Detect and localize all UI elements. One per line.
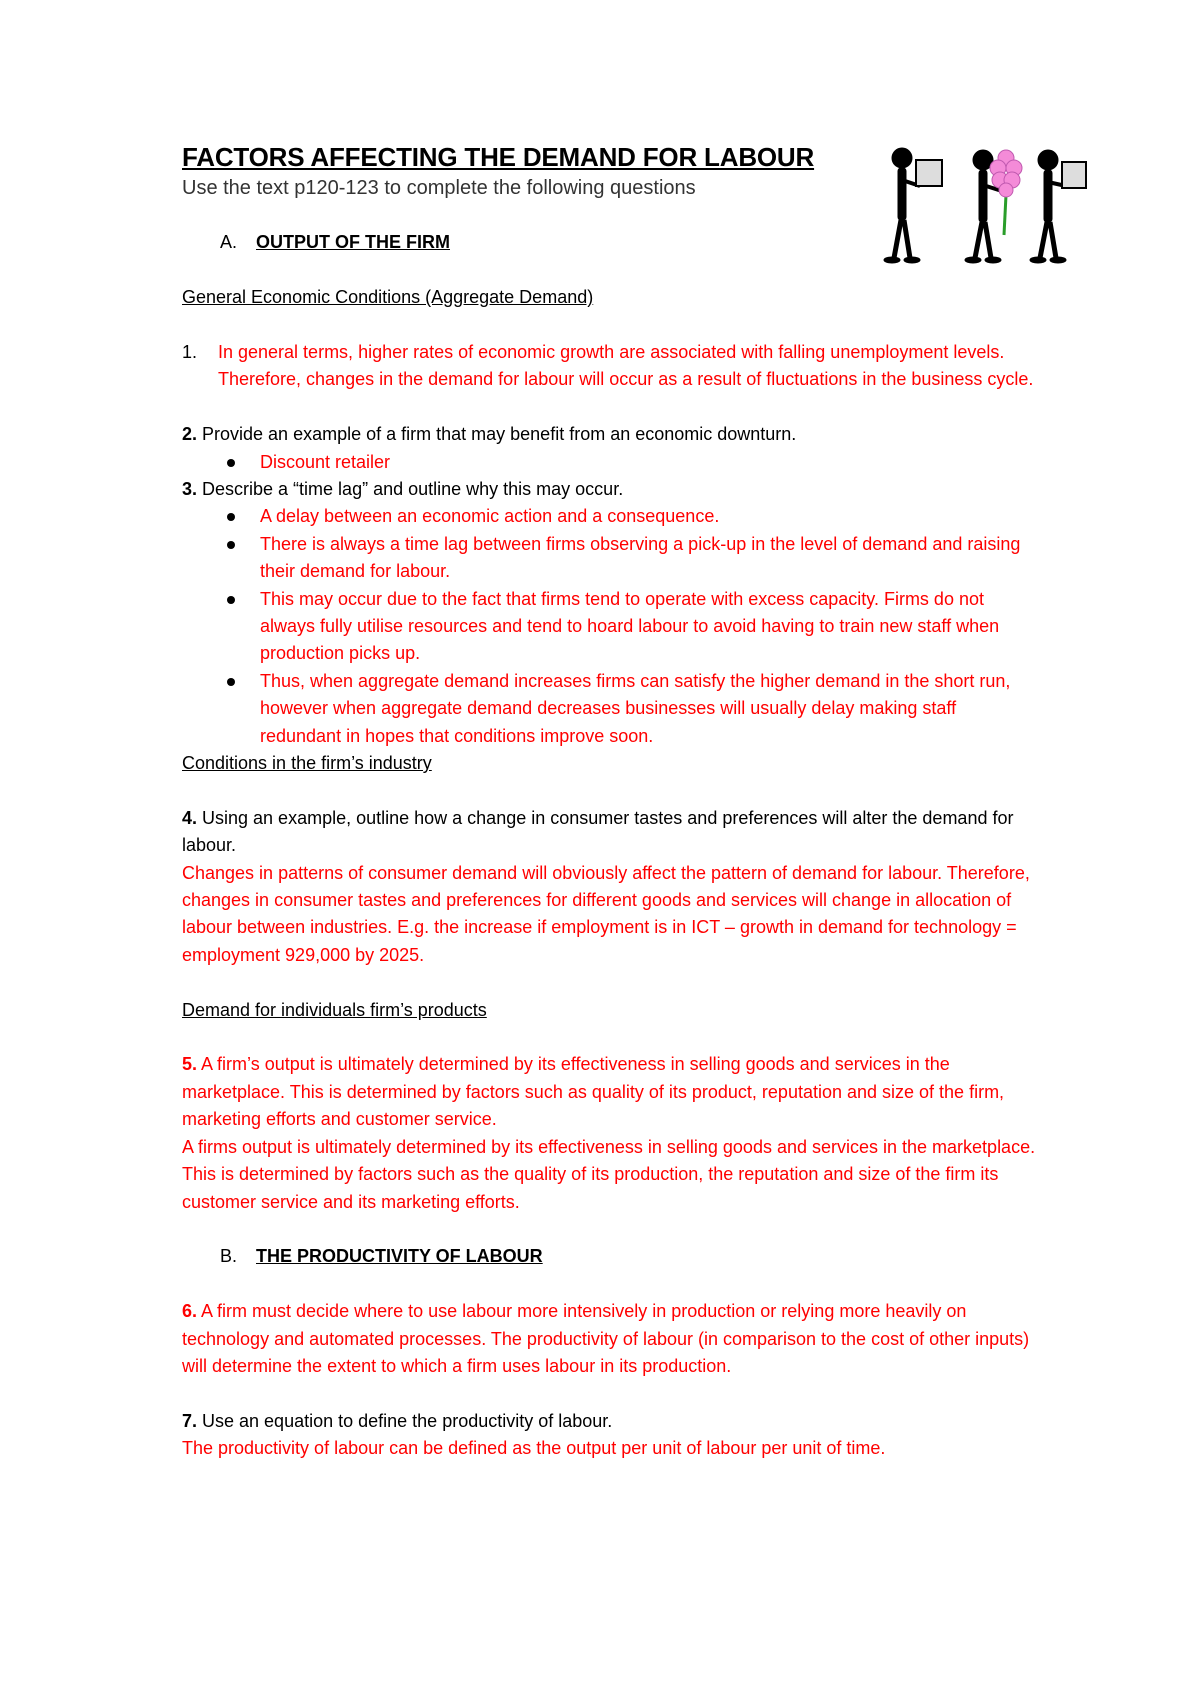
answer-text: In general terms, higher rates of economic growth are associated with falling unemployment levels. Therefore, changes in the demand for labour will occur as a result of fluctuations in the business cycle.	[218, 341, 1034, 390]
document-subtitle: Use the text p120-123 to complete the following questions	[182, 177, 696, 199]
section-letter: B.	[220, 1246, 238, 1267]
subheading-firm-products: Demand for individuals firm’s products	[182, 999, 487, 1020]
document-title: FACTORS AFFECTING THE DEMAND FOR LABOUR	[182, 142, 815, 172]
section-a-heading	[182, 229, 1042, 256]
question-text: Provide an example of a firm that may benefit from an economic downturn.	[197, 424, 797, 445]
question-text: Use an equation to define the productivity of labour.	[197, 1410, 613, 1431]
question-number: 3.	[182, 479, 198, 499]
list-item: This may occur due to the fact that firms tend to operate with excess capacity. Firms do not always fully utilise resources and tend to hoard labour to avoid having to train new staff when production picks up.	[182, 586, 1042, 668]
list-item: There is always a time lag between firms observing a pick-up in the level of demand and raising their demand for labour.	[182, 531, 1042, 586]
question-6	[182, 1298, 1042, 1380]
question-1	[182, 339, 1042, 394]
answer-text: The productivity of labour can be defined as the output per unit of labour per unit of time.	[182, 1438, 886, 1459]
question-7	[182, 1408, 1042, 1435]
answer-text: Changes in patterns of consumer demand will obviously affect the pattern of demand for labour. Therefore, changes in consumer tastes and preferences for different goods and services will change in allocation of labour between industries. E.g. the increase if employment is in ICT – growth in demand for technology = employment 929,000 by 2025.	[182, 862, 1030, 965]
question-number: 4.	[182, 807, 198, 828]
question-number: 7.	[182, 1410, 198, 1431]
answer-text: A firms output is ultimately determined by its effectiveness in selling goods and services in the marketplace. This is determined by factors such as the quality of its production, the reputation and size of the firm its customer service and its marketing efforts.	[182, 1136, 1036, 1212]
section-letter: A.	[220, 232, 238, 253]
question-number: 2.	[182, 424, 198, 445]
question-number: 5.	[182, 1054, 198, 1075]
answer-list	[182, 449, 1042, 476]
question-number: 1.	[182, 341, 198, 362]
subheading-general-economic: General Economic Conditions (Aggregate Demand)	[182, 287, 594, 308]
document-body	[182, 140, 1042, 1463]
section-title: OUTPUT OF THE FIRM	[256, 232, 450, 253]
question-5	[182, 1051, 1042, 1133]
question-4	[182, 805, 1042, 860]
answer-text: A firm must decide where to use labour more intensively in production or relying more heavily on technology and automated processes. The productivity of labour (in comparison to the cost of other inputs) will determine the extent to which a firm uses labour in its production.	[182, 1301, 1030, 1376]
section-title: THE PRODUCTIVITY OF LABOUR	[256, 1246, 543, 1267]
question-text: Using an example, outline how a change in consumer tastes and preferences will alter the demand for labour.	[182, 807, 1014, 856]
question-number: 6.	[182, 1301, 198, 1322]
question-3	[182, 476, 1042, 503]
list-item: A delay between an economic action and a consequence.	[182, 503, 1042, 530]
answer-text: A firm’s output is ultimately determined by its effectiveness in selling goods and services in the marketplace. This is determined by factors such as quality of its product, reputation and size of the firm, marketing efforts and customer service.	[182, 1054, 1005, 1130]
answer-list	[182, 503, 1042, 750]
list-item: Discount retailer	[182, 449, 1042, 476]
question-text: Describe a “time lag” and outline why this may occur.	[197, 479, 624, 499]
subheading-firm-industry: Conditions in the firm’s industry	[182, 753, 432, 774]
list-item: Thus, when aggregate demand increases firms can satisfy the higher demand in the short run, however when aggregate demand decreases businesses will usually delay making staff redundant in hopes that conditions improve soon.	[182, 668, 1042, 750]
question-2	[182, 421, 1042, 448]
section-b-heading	[182, 1243, 1042, 1270]
